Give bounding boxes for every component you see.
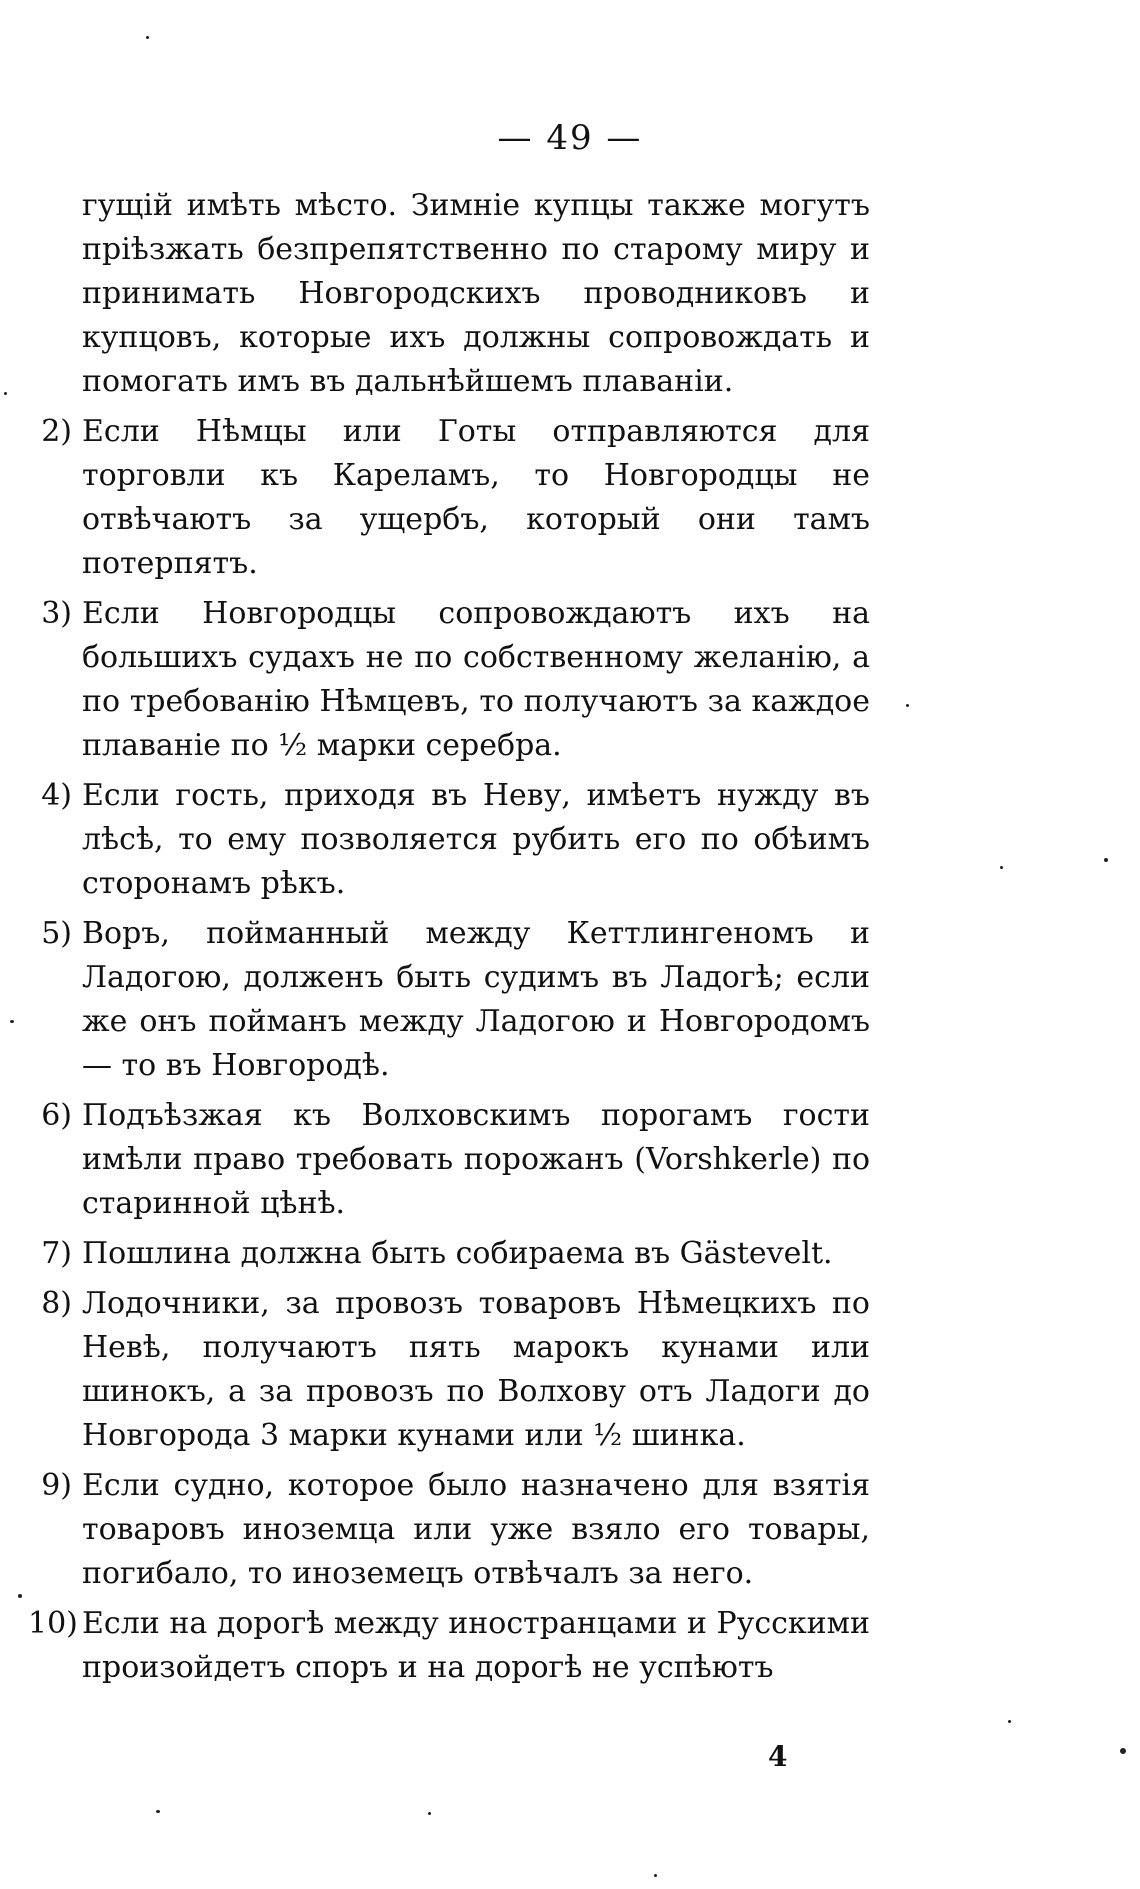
item-number: 6)	[41, 1098, 72, 1133]
list-item	[28, 1464, 870, 1596]
item-number: 2)	[41, 414, 72, 449]
item-text: Лодочники, за провозъ товаровъ Нѣмецкихъ по Невѣ, получаютъ пять марокъ кунами или шинокъ, а за провозъ по Волхову отъ Ладоги до Новгорода 3 марки кунами или ½ шинка.	[82, 1286, 870, 1453]
continuation-paragraph: гущій имѣть мѣсто. Зимніе купцы также могутъ пріѣзжать безпрепятственно по старому миру и принимать Новгородскихъ проводниковъ и купцовъ, которые ихъ должны сопровождать и помогать имъ въ дальнѣйшемъ плаваніи.	[82, 188, 870, 399]
item-text: Если гость, приходя въ Неву, имѣетъ нужду въ лѣсѣ, то ему позволяется рубить его по обѣимъ сторонамъ рѣкъ.	[82, 778, 870, 901]
item-text: Подъѣзжая къ Волховскимъ порогамъ гости имѣли право требовать порожанъ (Vorshkerle) по старинной цѣнѣ.	[82, 1098, 870, 1221]
scan-speck	[4, 392, 7, 395]
list-item	[28, 592, 870, 768]
scan-speck	[906, 704, 909, 707]
list-item	[28, 1094, 870, 1226]
body-text	[28, 184, 870, 1702]
item-text: Если Нѣмцы или Готы отправляются для торговли къ Кареламъ, то Новгородцы не отвѣчаютъ за ущербъ, который они тамъ потерпятъ.	[82, 414, 870, 581]
item-text: Если Новгородцы сопровождаютъ ихъ на большихъ судахъ не по собственному желанію, а по требованію Нѣмцевъ, то получаютъ за каждое плаваніе по ½ марки серебра.	[82, 596, 870, 763]
scan-speck	[1000, 866, 1003, 869]
scan-speck	[146, 36, 149, 39]
scan-speck	[10, 1020, 14, 1023]
scan-speck	[654, 1874, 657, 1877]
scan-speck	[1104, 858, 1108, 862]
item-number: 7)	[41, 1236, 72, 1271]
item-number: 9)	[41, 1468, 72, 1503]
scan-speck	[1008, 1720, 1011, 1723]
item-number: 10)	[28, 1606, 78, 1641]
item-text: Воръ, пойманный между Кеттлингеномъ и Ладогою, долженъ быть судимъ въ Ладогѣ; если же онъ пойманъ между Ладогою и Новгородомъ — то въ Новгородѣ.	[82, 916, 870, 1083]
list-item	[28, 912, 870, 1088]
page-number: — 49 —	[497, 118, 643, 158]
scan-speck	[18, 1594, 22, 1598]
scan-speck	[428, 1812, 431, 1815]
item-number: 5)	[41, 916, 72, 951]
item-text: Пошлина должна быть собираема въ Gästevelt.	[82, 1236, 833, 1271]
scan-speck	[156, 1810, 160, 1813]
item-number: 3)	[41, 596, 72, 631]
signature-mark: 4	[768, 1740, 788, 1773]
list-item	[28, 410, 870, 586]
list-item	[28, 1282, 870, 1458]
scan-speck	[1120, 1748, 1126, 1754]
item-text: Если на дорогѣ между иностранцами и Русскими произойдетъ споръ и на дорогѣ не успѣютъ	[82, 1606, 870, 1685]
item-number: 4)	[41, 778, 72, 813]
item-text: Если судно, которое было назначено для взятія товаровъ иноземца или уже взяло его товары, погибало, то иноземецъ отвѣчалъ за него.	[82, 1468, 870, 1591]
list-item	[28, 774, 870, 906]
item-number: 8)	[41, 1286, 72, 1321]
list-item	[28, 1232, 870, 1276]
list-item	[28, 1602, 870, 1690]
